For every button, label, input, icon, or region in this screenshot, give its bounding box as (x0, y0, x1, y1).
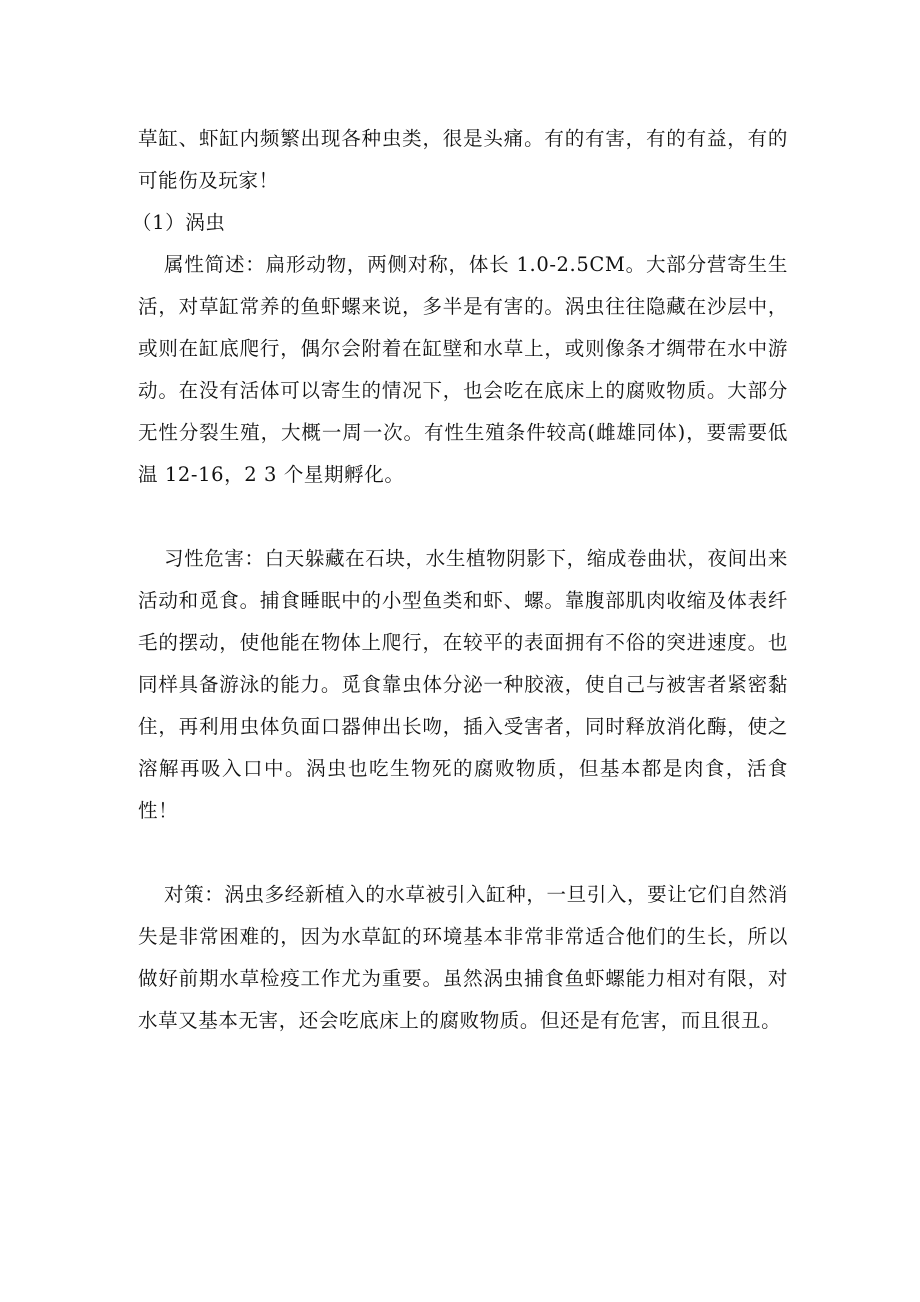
intro-paragraph: 草缸、虾缸内频繁出现各种虫类，很是头痛。有的有害，有的有益，有的可能伤及玩家！ (138, 127, 788, 192)
habits-paragraph: 习性危害：白天躲藏在石块，水生植物阴影下，缩成卷曲状，夜间出来活动和觅食。捕食睡眠中的小型鱼类和虾、螺。靠腹部肌肉收缩及体表纤毛的摆动，使他能在物体上爬行，在较平的表面拥有不俗的突进速度。也同样具备游泳的能力。觅食靠虫体分泌一种胶液，使自己与被害者紧密黏住，再利用虫体负面口器伸出长吻，插入受害者，同时释放消化酶，使之溶解再吸入口中。涡虫也吃生物死的腐败物质，但基本都是肉食，活食性！ (138, 547, 788, 822)
attributes-paragraph: 属性简述：扁形动物，两侧对称，体长 1.0-2.5CM。大部分营寄生生活，对草缸常养的鱼虾螺来说，多半是有害的。涡虫往往隐藏在沙层中，或则在缸底爬行，偶尔会附着在缸壁和水草上，或则像条才绸带在水中游动。在没有活体可以寄生的情况下，也会吃在底床上的腐败物质。大部分无性分裂生殖，大概一周一次。有性生殖条件较高(雌雄同体)，要需要低温 12-16，2 3 个星期孵化。 (138, 253, 788, 486)
section-heading: （1）涡虫 (132, 211, 226, 234)
countermeasures-paragraph: 对策：涡虫多经新植入的水草被引入缸种，一旦引入，要让它们自然消失是非常困难的，因为水草缸的环境基本非常非常适合他们的生长，所以做好前期水草检疫工作尤为重要。虽然涡虫捕食鱼虾螺能力相对有限，对水草又基本无害，还会吃底床上的腐败物质。但还是有危害，而且很丑。 (138, 883, 788, 1032)
document-body (132, 118, 788, 1042)
paragraph-spacer (138, 496, 788, 538)
paragraph-spacer (138, 832, 788, 874)
